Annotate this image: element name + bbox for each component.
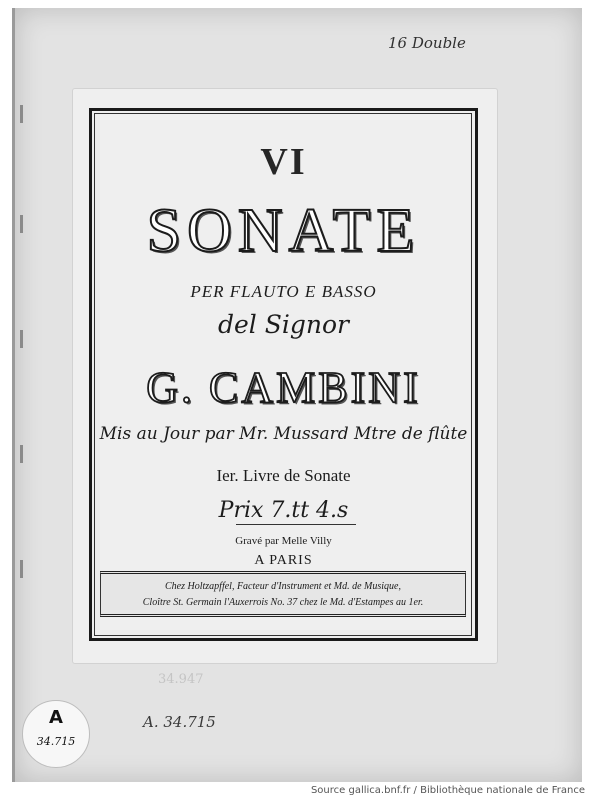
publisher-line-1: Chez Holtzapffel, Facteur d'Instrument et Md. de Musique, — [165, 581, 401, 592]
binding-hole — [20, 105, 23, 123]
binding-hole — [20, 560, 23, 578]
library-stamp — [22, 700, 90, 768]
source-credit: Source gallica.bnf.fr / Bibliothèque nationale de France — [310, 785, 585, 796]
price: Prix 7.tt 4.s — [218, 498, 349, 523]
book-number: Ier. Livre de Sonate — [216, 466, 351, 485]
binding-hole — [20, 215, 23, 233]
stamp-letter: A — [49, 707, 63, 728]
title-attribution: del Signor — [218, 310, 349, 339]
composer-name: G. CAMBINI — [146, 363, 421, 412]
editor-line: Mis au Jour par Mr. Mussard Mtre de flûte — [99, 424, 468, 444]
faint-catalog-number: 34.947 — [158, 672, 204, 687]
title-subtitle: PER FLAUTO E BASSO — [190, 282, 377, 301]
stamp-number: 34.715 — [36, 735, 76, 748]
handwritten-note: 16 Double — [388, 34, 466, 52]
publisher-box — [100, 571, 466, 617]
publisher-line-2: Cloître St. Germain l'Auxerrois No. 37 chez le Md. d'Estampes au 1er. — [142, 597, 424, 608]
binding-hole — [20, 330, 23, 348]
title-main: SONATE — [146, 197, 421, 265]
engraver-credit: Gravé par Melle Villy — [235, 535, 332, 547]
publication-city: A PARIS — [254, 553, 313, 568]
binding-hole — [20, 445, 23, 463]
catalog-inscription: A. 34.715 — [143, 713, 216, 731]
title-number: VI — [260, 141, 307, 183]
price-underline — [236, 524, 356, 525]
